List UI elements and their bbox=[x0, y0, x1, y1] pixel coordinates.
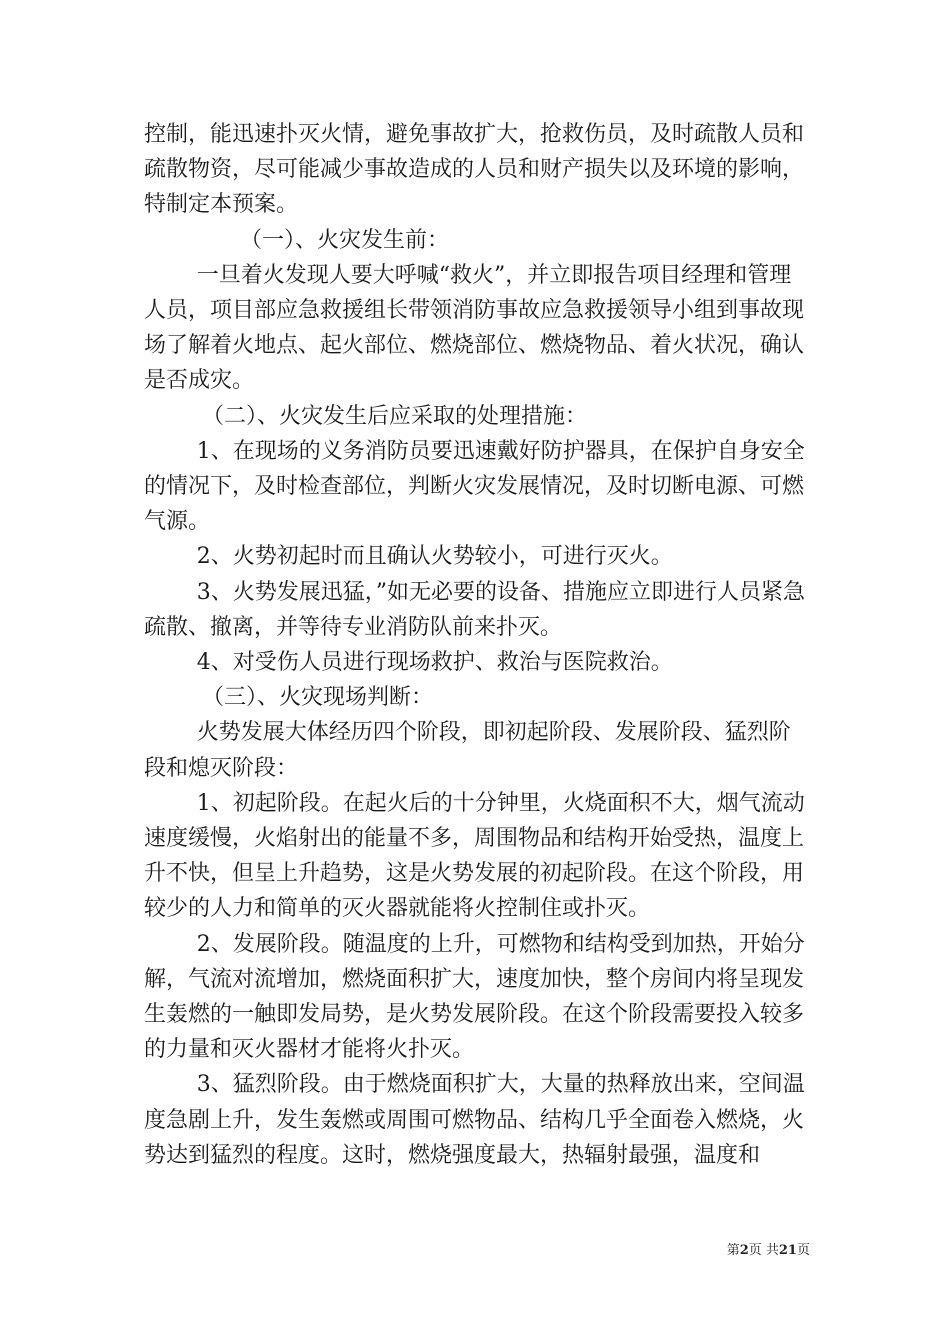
paragraph: 控制，能迅速扑灭火情，避免事故扩大，抢救伤员，及时疏散人员和疏散物资，尽可能减少事故造成的人员和财产损失以及环境的影响，特制定本预案。 bbox=[144, 122, 805, 218]
section-heading-2: （二）、火灾发生后应采取的处理措施： bbox=[202, 403, 588, 429]
page-footer bbox=[700, 1243, 810, 1259]
list-item: 1、初起阶段。在起火后的十分钟里，火烧面积不大，烟气流动速度缓慢，火焰射出的能量不多，周围物品和结构开始受热，温度上升不快，但呈上升趋势，这是火势发展的初起阶段。在这个阶段，用较少的人力和简单的灭火器就能将火控制住或扑灭。 bbox=[144, 790, 805, 922]
list-item: 3、火势发展迅猛，”如无必要的设备、措施应立即进行人员紧急疏散、撤离，并等待专业消防队前来扑灭。 bbox=[144, 579, 806, 640]
list-item: 3、猛烈阶段。由于燃烧面积扩大，大量的热释放出来，空间温度急剧上升，发生轰燃或周围可燃物品、结构几乎全面卷入燃烧，火势达到猛烈的程度。这时，燃烧强度最大，热辐射最强，温度和 bbox=[144, 1072, 805, 1168]
list-item: 2、火势初起时而且确认火势较小，可进行灭火。 bbox=[196, 544, 673, 570]
paragraph: 一旦着火发现人要大呼喊“救火”，并立即报告项目经理和管理人员，项目部应急救援组长带领消防事故应急救援领导小组到事故现场了解着火地点、起火部位、燃烧部位、燃烧物品、着火状况，确认是否成灾。 bbox=[144, 262, 805, 394]
footer-suffix: 页 bbox=[796, 1243, 810, 1258]
paragraph: 火势发展大体经历四个阶段，即初起阶段、发展阶段、猛烈阶段和熄灭阶段： bbox=[144, 720, 791, 781]
body-text bbox=[144, 117, 808, 1173]
section-heading-3: （三）、火灾现场判断： bbox=[202, 685, 434, 711]
list-item: 4、对受伤人员进行现场救护、救治与医院救治。 bbox=[196, 650, 673, 676]
section-heading-1: （一）、火灾发生前： bbox=[240, 227, 450, 253]
list-item: 2、发展阶段。随温度的上升，可燃物和结构受到加热，开始分解，气流对流增加，燃烧面积扩大，速度加快，整个房间内将呈现发生轰燃的一触即发局势，是火势发展阶段。在这个阶段需要投入较多的力量和灭火器材才能将火扑灭。 bbox=[144, 931, 805, 1063]
total-pages: 21 bbox=[778, 1243, 797, 1258]
list-item: 1、在现场的义务消防员要迅速戴好防护器具，在保护自身安全的情况下，及时检查部位，判断火灾发展情况，及时切断电源、可燃气源。 bbox=[144, 438, 805, 535]
footer-middle: 页 共 bbox=[748, 1243, 779, 1258]
page-number: 2 bbox=[739, 1243, 749, 1258]
footer-prefix: 第 bbox=[726, 1243, 740, 1258]
